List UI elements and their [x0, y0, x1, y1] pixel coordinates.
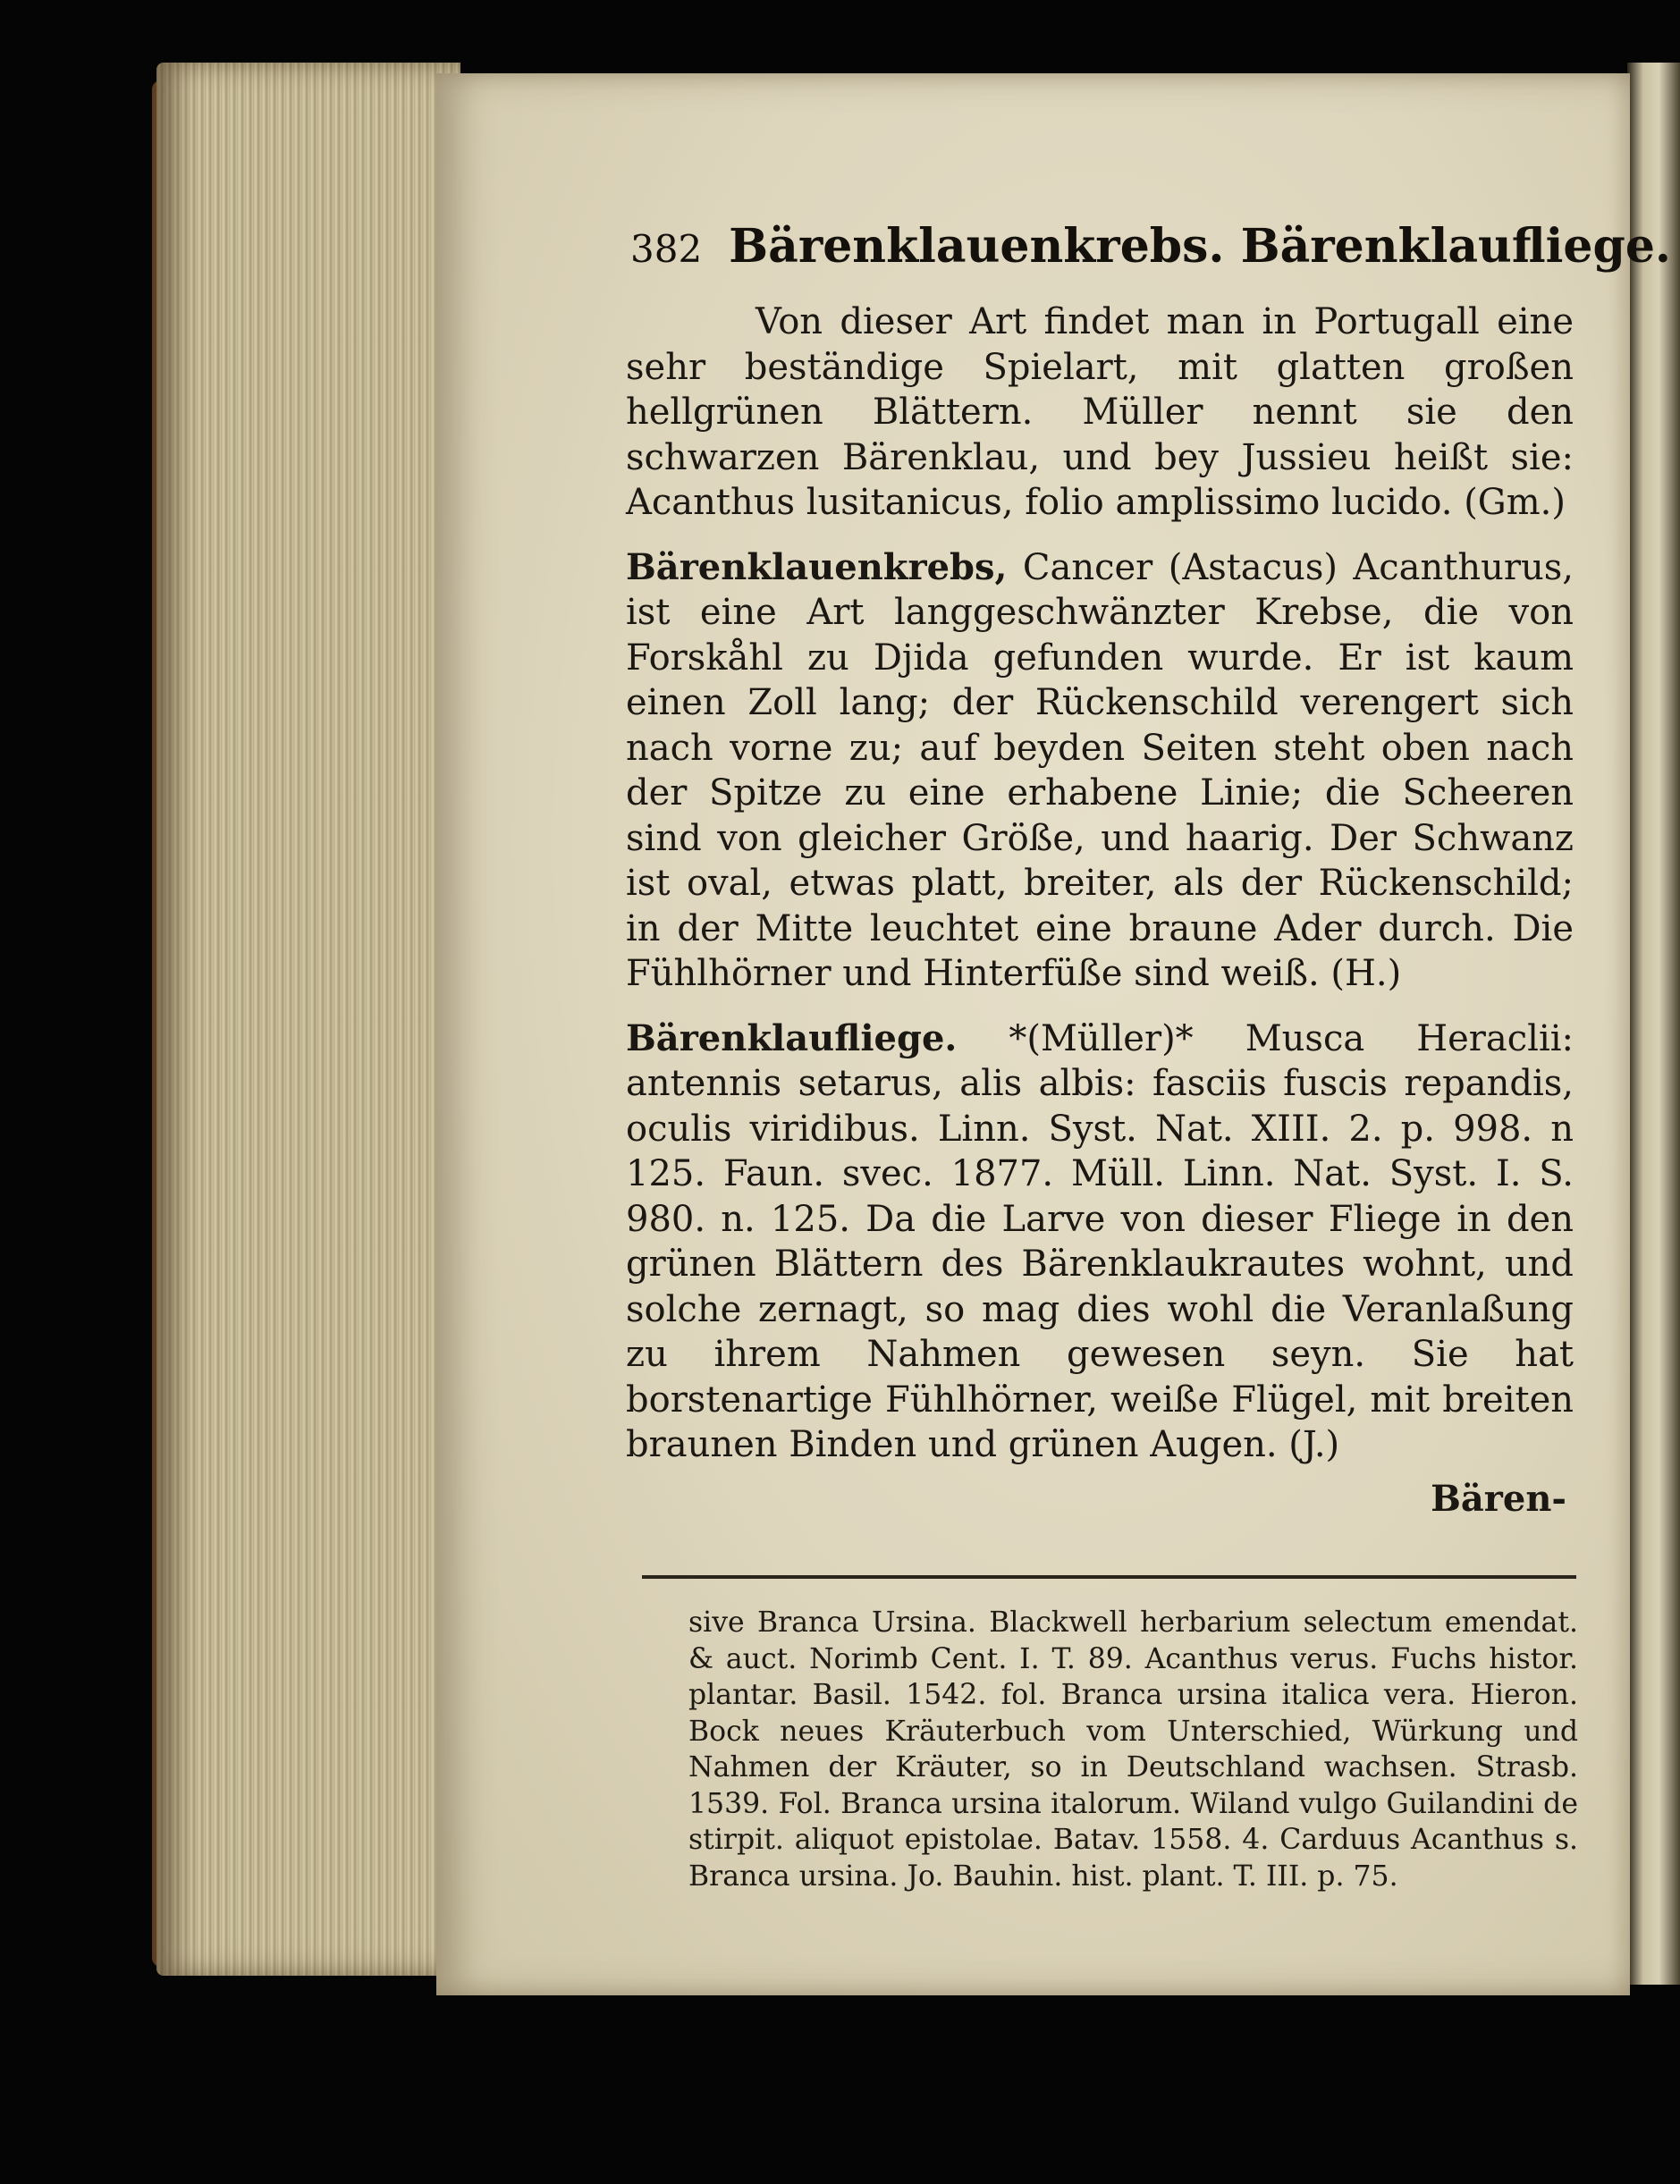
main-text	[626, 299, 1574, 1522]
entry-text: Cancer (Astacus) Acanthurus, ist eine Art langgeschwänzter Krebse, die von Forskåhl zu Djida gefunden wurde. Er ist kaum einen Zoll lang; der Rückenschild verengert sich nach vorne zu; auf beyden Seiten steht oben nach der Spitze zu eine erhabene Linie; die Scheeren sind von gleicher Größe, und haarig. Der Schwanz ist oval, etwas platt, breiter, als der Rückenschild; in der Mitte leuchtet eine braune Ader durch. Die Fühlhörner und Hinterfüße sind weiß. (H.)	[626, 546, 1574, 994]
entry-lemma: Bärenklaufliege.	[626, 1016, 958, 1059]
entry-baerenklauenkrebs	[626, 545, 1574, 997]
page-edges	[156, 63, 460, 1976]
facing-page-edge	[1627, 63, 1680, 1985]
catchword: Bären-	[1431, 1477, 1566, 1520]
entry-baerenklaufliege	[626, 1016, 1574, 1468]
page-header	[630, 219, 1672, 282]
footnote-text: sive Branca Ursina. Blackwell herbarium selectum emendat. & auct. Norimb Cent. I. T. 89. Acanthus verus. Fuchs histor. plantar. Basil. 1542. fol. Branca ursina italica vera. Hieron. Bock neues Kräuterbuch vom Unterschied, Würkung und Nahmen der Kräuter, so in Deutschland wachsen. Strasb. 1539. Fol. Branca ursina italorum. Wiland vulgo Guilandini de stirpit. aliquot epistolae. Batav. 1558. 4. Carduus Acanthus s. Branca ursina. Jo. Bauhin. hist. plant. T. III. p. 75.	[688, 1606, 1578, 1893]
footnote	[688, 1605, 1578, 1894]
page-number: 382	[630, 227, 703, 271]
paragraph-gm: Von dieser Art findet man in Portugall eine sehr beständige Spielart, mit glatten großen hellgrünen Blättern. Müller nennt sie den schwarzen Bärenklau, und bey Jussieu heißt sie: Acanthus lusitanicus, folio amplissimo lucido. (Gm.)	[626, 301, 1574, 523]
running-head: Bärenklauenkrebs. Bärenklaufliege.	[729, 219, 1672, 274]
entry-lemma: Bärenklauenkrebs,	[626, 545, 1008, 588]
entry-text: *(Müller)* Musca Heraclii: antennis setarus, alis albis: fasciis fuscis repandis, oculis viridibus. Linn. Syst. Nat. XIII. 2. p. 998. n 125. Faun. svec. 1877. Müll. Linn. Nat. Syst. I. S. 980. n. 125. Da die Larve von dieser Fliege in den grünen Blättern des Bärenklaukrautes wohnt, und solche zernagt, so mag dies wohl die Veranlaßung zu ihrem Nahmen gewesen seyn. Sie hat borstenartige Fühlhörner, weiße Flügel, mit breiten braunen Binden und grünen Augen. (J.)	[626, 1017, 1574, 1465]
footnote-rule	[642, 1575, 1576, 1579]
